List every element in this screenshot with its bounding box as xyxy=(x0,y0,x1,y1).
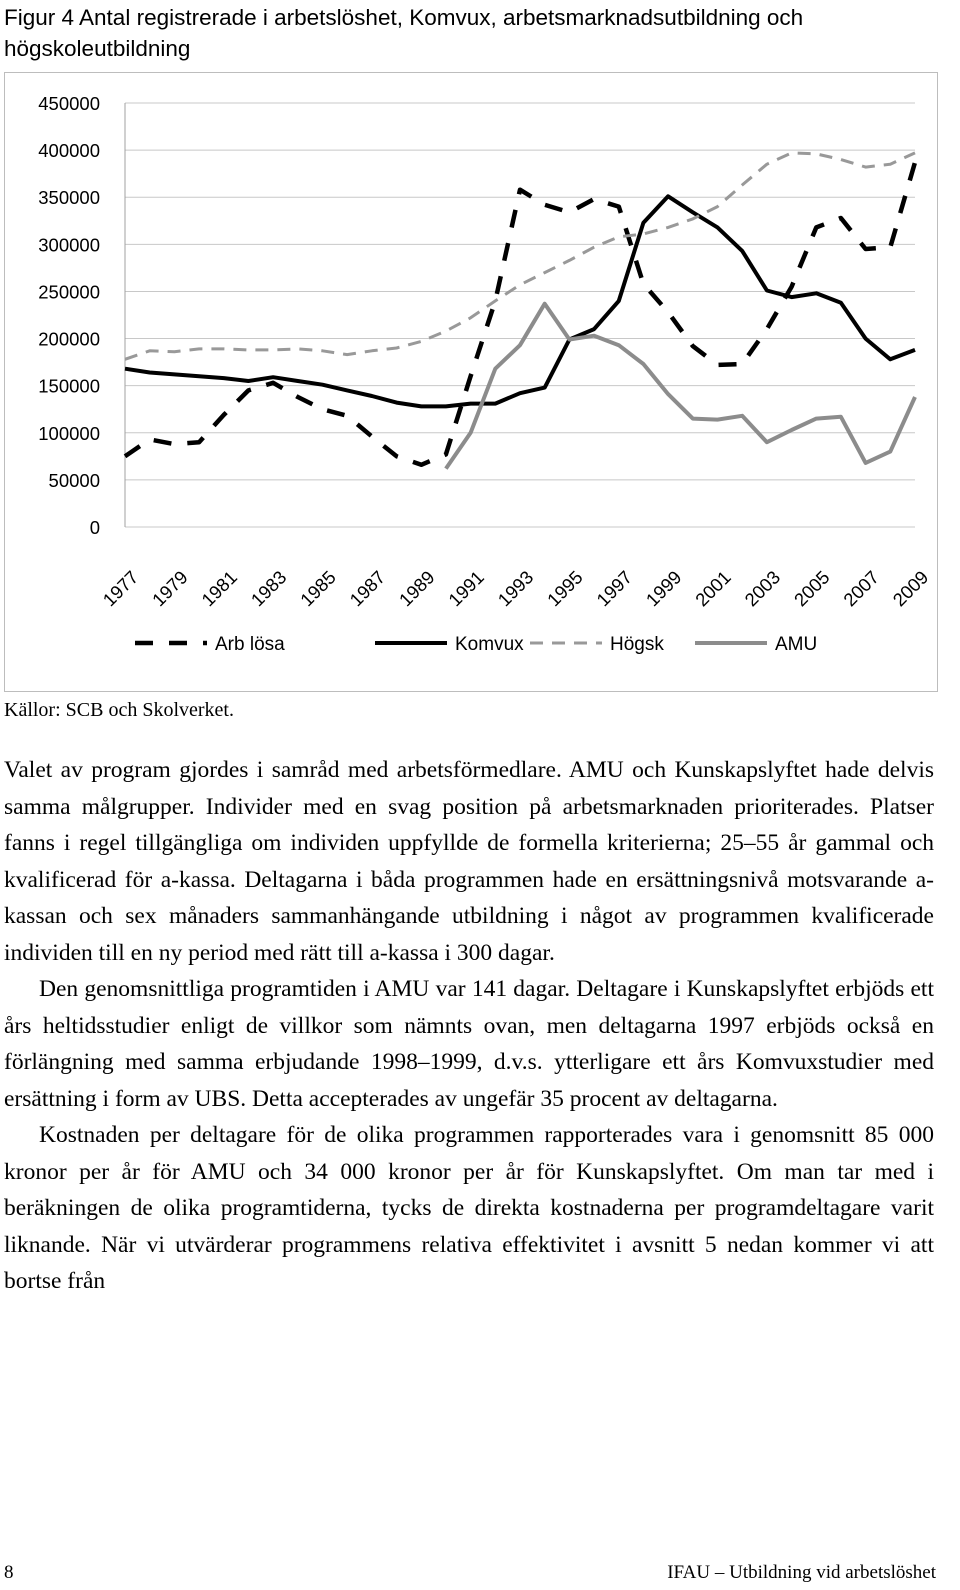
x-tick-label: 1987 xyxy=(345,566,390,611)
series-line-1 xyxy=(125,162,915,464)
legend-label: Komvux xyxy=(455,634,524,655)
x-tick-label: 2001 xyxy=(690,566,735,611)
legend-label: Arb lösa xyxy=(215,634,285,655)
y-tick-label: 0 xyxy=(89,517,100,538)
x-tick-label: 1993 xyxy=(493,566,538,611)
x-tick-label: 2009 xyxy=(888,566,933,611)
series-line-3 xyxy=(125,153,915,359)
x-tick-label: 2003 xyxy=(740,566,785,611)
figure-title: Figur 4 Antal registrerade i arbetslöshet, Komvux, arbetsmarknadsutbildning och högskoleutbildning xyxy=(4,5,804,61)
series-line-2 xyxy=(125,196,915,406)
figure-source: Källor: SCB och Skolverket. xyxy=(4,699,234,721)
legend-label: Högsk xyxy=(610,634,664,655)
legend-label: AMU xyxy=(775,634,818,655)
x-tick-label: 2005 xyxy=(789,566,834,611)
y-tick-label: 300000 xyxy=(38,234,100,256)
y-tick-label: 100000 xyxy=(38,422,100,444)
paragraph-3: Kostnaden per deltagare för de olika programmen rapporterades vara i genomsnitt 85 000 kronor per år för AMU och 34 000 kronor per år för Kunskapslyftet. Om man tar med i beräkningen de olika programtiderna, tycks de direkta kostnaderna per programdeltagare varit liknande. När vi utvärderar programmens relativa effektivitet i avsnitt 5 nedan kommer vi att bortse från xyxy=(4,1122,934,1294)
chart-container xyxy=(4,72,938,692)
x-tick-label: 1989 xyxy=(394,566,439,611)
body-text xyxy=(4,752,934,1300)
line-chart xyxy=(5,73,937,691)
page-number: 8 xyxy=(4,1562,14,1583)
y-tick-label: 350000 xyxy=(38,187,100,209)
x-tick-label: 1985 xyxy=(295,566,340,611)
x-tick-label: 1995 xyxy=(542,566,587,611)
y-tick-label: 150000 xyxy=(38,375,100,397)
y-tick-label: 50000 xyxy=(48,469,100,491)
x-tick-label: 2007 xyxy=(839,566,884,611)
paragraph-2: Den genomsnittliga programtiden i AMU var 141 dagar. Deltagare i Kunskapslyftet erbjöds ett års heltidsstudier enligt de villkor som nämnts ovan, men deltagarna 1997 erbjöds också en förlängning med samma erbjudande 1998–1999, d.v.s. ytterligare ett års Komvuxstudier med ersättning i form av UBS. Detta accepterades av ungefär 35 procent av deltagarna. xyxy=(4,976,934,1112)
y-tick-label: 400000 xyxy=(38,140,100,162)
x-tick-label: 1997 xyxy=(592,566,637,611)
y-tick-label: 450000 xyxy=(38,93,100,114)
x-tick-label: 1991 xyxy=(444,566,489,611)
x-tick-label: 1983 xyxy=(246,566,291,611)
y-tick-label: 250000 xyxy=(38,281,100,303)
x-tick-label: 1999 xyxy=(641,566,686,611)
running-footer: IFAU – Utbildning vid arbetslöshet xyxy=(667,1562,936,1583)
y-tick-label: 200000 xyxy=(38,328,100,350)
paragraph-1: Valet av program gjordes i samråd med arbetsförmedlare. AMU och Kunskapslyftet hade delvis samma målgrupper. Individer med en svag position på arbetsmarknaden prioriterades. Platser fanns i regel tillgängliga om individen uppfyllde de formella kriterierna; 25–55 år gammal och kvalificerad för a-kassa. Deltagarna i båda programmen hade en ersättningsnivå motsvarande a-kassan och sex månaders sammanhängande utbildning i något av programmen kvalificerade individen till en ny period med rätt till a-kassa i 300 dagar. xyxy=(4,757,934,966)
x-tick-label: 1981 xyxy=(197,566,242,611)
x-tick-label: 1979 xyxy=(147,566,192,611)
x-tick-label: 1977 xyxy=(98,566,143,611)
